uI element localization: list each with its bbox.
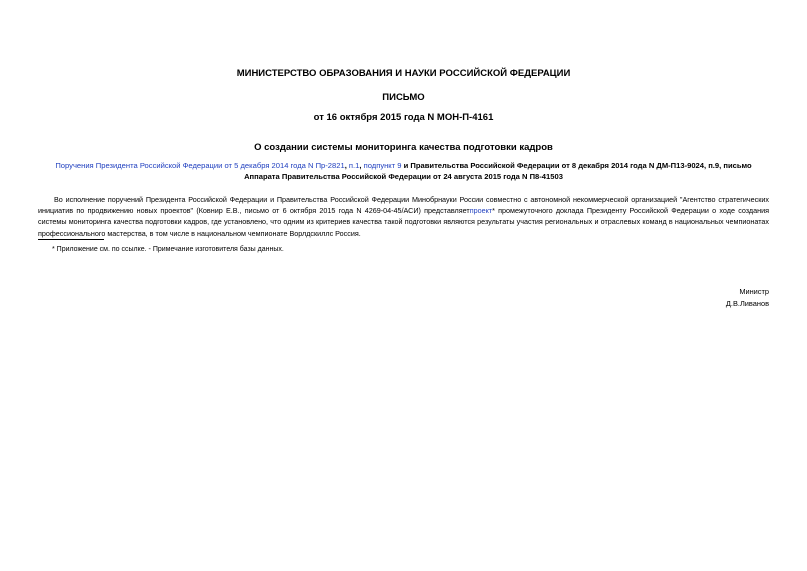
basis-text: и Правительства Российской Федерации от 8 декабря 2014 года N ДМ-П13-9024, п.9, письмо Аппарата Правительства Российской Федерации от 24 августа 2015 года N П8-41503 xyxy=(244,161,752,181)
basis-link-item-1[interactable]: п.1 xyxy=(348,161,360,170)
ministry-title: МИНИСТЕРСТВО ОБРАЗОВАНИЯ И НАУКИ РОССИЙСКОЙ ФЕДЕРАЦИИ xyxy=(236,68,571,79)
footnote: * Приложение см. по ссылке. - Примечание изготовителя базы данных. xyxy=(52,246,284,253)
body-text-part2: * промежуточного доклада Президенту Российской Федерации о ходе создания системы мониторинга качества подготовки кадров, где установлено, что одним из критериев качества такой подготовки являются результаты участия региональных и отраслевых команд в национальных чемпионатах профессионального мастерства, в том числе в национальном чемпионате Ворлдскиллс Россия. xyxy=(38,206,769,238)
document-basis xyxy=(38,160,769,182)
basis-separator: , xyxy=(344,161,349,170)
document-subject: О создании системы мониторинга качества подготовки кадров xyxy=(254,142,553,153)
project-link[interactable]: проект xyxy=(469,206,493,216)
signature-title: Министр xyxy=(739,287,769,296)
footnote-divider xyxy=(38,239,104,240)
signature-name: Д.В.Ливанов xyxy=(725,299,769,308)
document-type: ПИСЬМО xyxy=(382,92,425,103)
basis-link-subitem-9[interactable]: подпункт 9 xyxy=(363,161,402,170)
body-paragraph xyxy=(38,194,769,239)
basis-link-president-order[interactable]: Поручения Президента Российской Федерации от 5 декабря 2014 года N Пр-2821 xyxy=(55,161,345,170)
basis-separator: , xyxy=(359,161,364,170)
body-text-part1: Во исполнение поручений Президента Российской Федерации и Правительства Российской Федерации Минобрнауки России совместно с автономной некоммерческой организацией "Агентство стратегических инициатив по продвижению новых проектов" (Ковнир Е.В., письмо от 6 октября 2015 года N 4269-04-45/АСИ) представляет xyxy=(38,195,769,216)
document-date-number: от 16 октября 2015 года N МОН-П-4161 xyxy=(313,112,494,123)
